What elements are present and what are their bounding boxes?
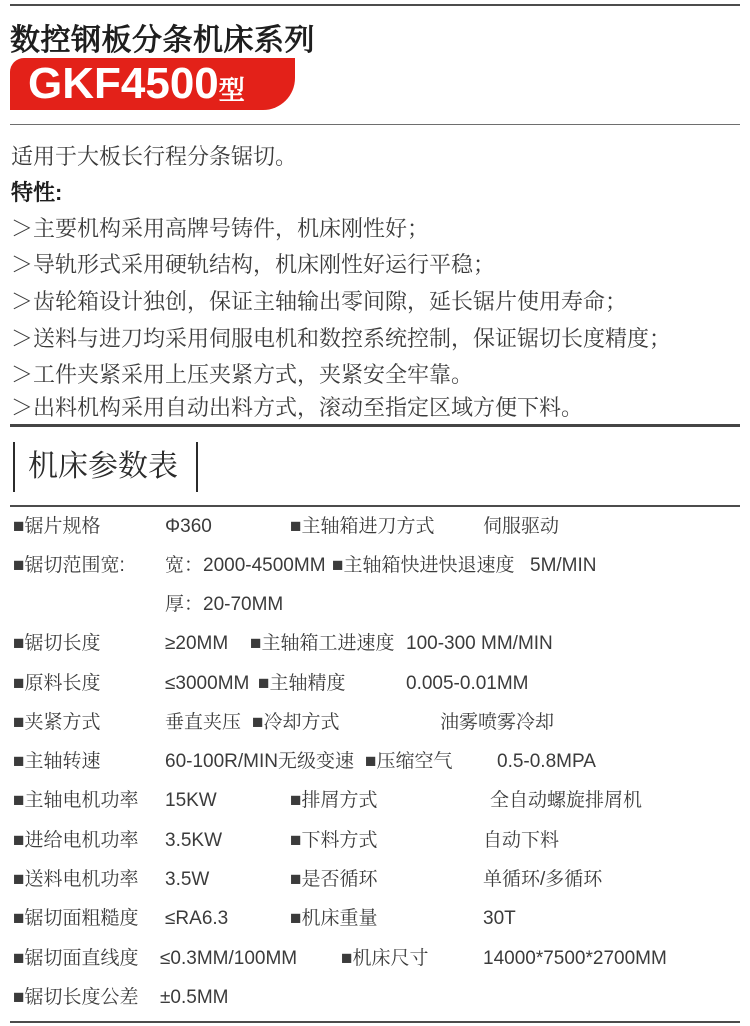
- feature-item: ＞主要机构采用高牌号铸件，机床刚性好；: [11, 216, 430, 241]
- features-heading: 特性:: [11, 180, 63, 205]
- param-row: [0, 553, 750, 579]
- model-suffix: 型: [218, 75, 245, 105]
- param-label: ■压缩空气: [365, 751, 453, 772]
- param-value: 100-300 MM/MIN: [406, 633, 553, 654]
- param-label: ■下料方式: [290, 830, 378, 851]
- param-label: ■机床重量: [290, 908, 378, 929]
- param-value: 油雾喷雾冷却: [440, 712, 555, 733]
- param-row: [0, 514, 750, 540]
- section-title-machine-params: [13, 442, 198, 492]
- param-label: ■锯切面粗糙度: [13, 908, 139, 929]
- model-text: GKF4500: [28, 59, 219, 108]
- param-label: ■主轴箱工进速度: [250, 633, 395, 654]
- param-row: [0, 788, 750, 814]
- param-value: ≥20MM: [165, 633, 229, 654]
- param-value: 厚：20-70MM: [165, 594, 284, 615]
- param-value: 14000*7500*2700MM: [483, 948, 667, 969]
- param-value: 自动下料: [483, 830, 560, 851]
- param-value: 单循环/多循环: [483, 869, 603, 890]
- param-value: 0.5-0.8MPA: [497, 751, 596, 772]
- top-rule: [10, 4, 740, 6]
- param-row: [0, 749, 750, 775]
- param-row: [0, 985, 750, 1011]
- param-value: 3.5W: [165, 869, 210, 890]
- param-label: ■送料电机功率: [13, 869, 139, 890]
- param-value: 垂直夹压: [165, 712, 242, 733]
- param-value: ≤3000MM: [165, 673, 250, 694]
- feature-item: ＞出料机构采用自动出料方式，滚动至指定区域方便下料。: [11, 395, 584, 420]
- param-value: 15KW: [165, 790, 217, 811]
- param-label: ■原料长度: [13, 673, 101, 694]
- param-label: ■主轴转速: [13, 751, 101, 772]
- feature-item: ＞齿轮箱设计独创，保证主轴输出零间隙，延长锯片使用寿命；: [11, 289, 628, 314]
- param-row: [0, 631, 750, 657]
- model-badge: [10, 58, 295, 110]
- param-label: ■进给电机功率: [13, 830, 139, 851]
- param-label: ■是否循环: [290, 869, 378, 890]
- param-label: ■冷却方式: [252, 712, 340, 733]
- param-value: 宽：2000-4500MM: [165, 555, 326, 576]
- feature-item: ＞导轨形式采用硬轨结构，机床刚性好运行平稳；: [11, 252, 496, 277]
- param-value: 全自动螺旋排屑机: [490, 790, 643, 811]
- param-label: ■夹紧方式: [13, 712, 101, 733]
- intro-text: 适用于大板长行程分条锯切。: [11, 144, 298, 169]
- param-value: 30T: [483, 908, 516, 929]
- param-label: ■锯切长度: [13, 633, 101, 654]
- param-label: ■主轴精度: [258, 673, 346, 694]
- section-title-text: 机床参数表: [28, 450, 178, 483]
- table-top-rule: [10, 505, 740, 507]
- param-value: Φ360: [165, 516, 212, 537]
- param-value: ±0.5MM: [160, 987, 229, 1008]
- param-value: ≤RA6.3: [165, 908, 229, 929]
- param-label: ■主轴箱进刀方式: [290, 516, 435, 537]
- param-value: 0.005-0.01MM: [406, 673, 529, 694]
- param-value: ≤0.3MM/100MM: [160, 948, 298, 969]
- param-label: ■锯切长度公差: [13, 987, 139, 1008]
- param-label: ■机床尺寸: [341, 948, 429, 969]
- param-label: ■主轴电机功率: [13, 790, 139, 811]
- param-label: ■锯切范围宽:: [13, 555, 125, 576]
- bottom-rule: [10, 1021, 740, 1023]
- param-row: [0, 906, 750, 932]
- param-row: [0, 710, 750, 736]
- feature-item: ＞送料与进刀均采用伺服电机和数控系统控制，保证锯切长度精度；: [11, 326, 672, 351]
- param-row: [0, 671, 750, 697]
- param-label: ■排屑方式: [290, 790, 378, 811]
- param-value: 5M/MIN: [530, 555, 597, 576]
- section-rule: [10, 424, 740, 427]
- param-value: 3.5KW: [165, 830, 223, 851]
- param-row: [0, 828, 750, 854]
- param-label: ■锯切面直线度: [13, 948, 139, 969]
- header-rule: [10, 124, 740, 125]
- param-value: 60-100R/MIN无级变速: [165, 751, 354, 772]
- feature-item: ＞工件夹紧采用上压夹紧方式，夹紧安全牢靠。: [11, 362, 474, 387]
- right-bar: [196, 442, 198, 492]
- series-title: 数控钢板分条机床系列: [10, 24, 315, 57]
- param-row: [0, 946, 750, 972]
- param-row: [0, 592, 750, 618]
- param-value: 伺服驱动: [483, 516, 560, 537]
- param-row: [0, 867, 750, 893]
- param-label: ■锯片规格: [13, 516, 101, 537]
- param-label: ■主轴箱快进快退速度: [332, 555, 515, 576]
